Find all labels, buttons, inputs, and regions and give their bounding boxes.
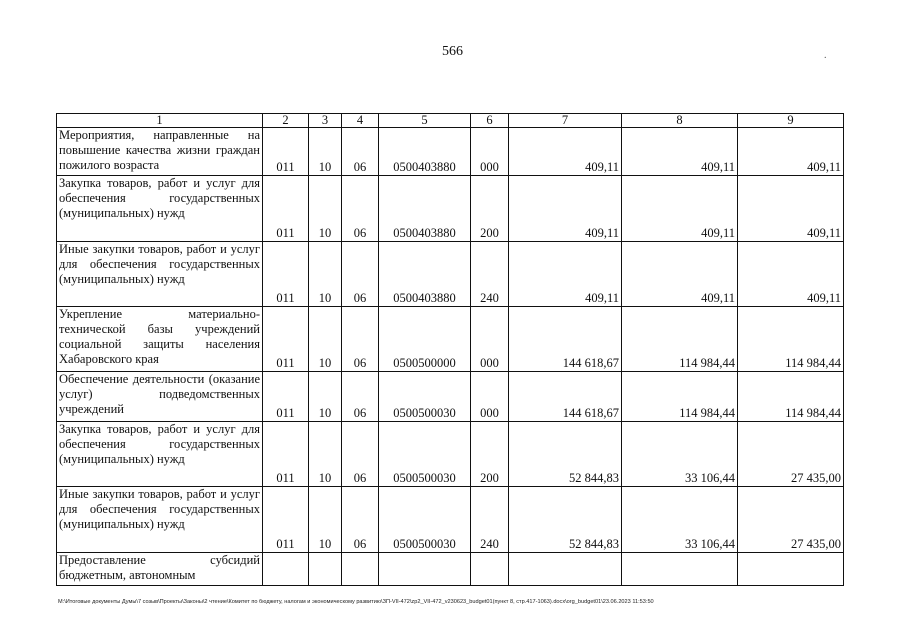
row-name: Закупка товаров, работ и услуг для обеспечения государственных (муниципальных) нужд [57, 176, 263, 242]
cell-section: 10 [309, 422, 342, 487]
cell-target-article: 0500500030 [379, 422, 471, 487]
cell-target-article: 0500403880 [379, 176, 471, 242]
cell-amount-9 [738, 553, 844, 586]
cell-section: 10 [309, 307, 342, 372]
cell-ministry: 011 [263, 307, 309, 372]
cell-subsection: 06 [342, 422, 379, 487]
cell-ministry [263, 553, 309, 586]
cell-ministry: 011 [263, 372, 309, 422]
cell-amount-9: 409,11 [738, 242, 844, 307]
column-number: 7 [509, 114, 622, 128]
cell-section [309, 553, 342, 586]
cell-amount-7 [509, 553, 622, 586]
cell-ministry: 011 [263, 242, 309, 307]
table-row [57, 372, 844, 422]
cell-target-article [379, 553, 471, 586]
table-row [57, 422, 844, 487]
cell-target-article: 0500500030 [379, 487, 471, 553]
cell-expense-type: 000 [471, 307, 509, 372]
cell-section: 10 [309, 176, 342, 242]
document-path-footer: M:\Итоговые документы Думы\7 созыв\Проекты\Законы\2 чтение\Комитет по бюджету, налогам и экономическому развитию\ЗП-VII-472\zp2_VII-472_v230623_budget01(пункт 8, стр.417-1063).docx\org_budget01\23.06.2023 11:53:50 [58, 599, 654, 605]
cell-amount-7: 144 618,67 [509, 372, 622, 422]
cell-expense-type: 200 [471, 176, 509, 242]
row-name: Иные закупки товаров, работ и услуг для обеспечения государственных (муниципальных) нужд [57, 242, 263, 307]
cell-target-article: 0500403880 [379, 242, 471, 307]
column-number: 5 [379, 114, 471, 128]
cell-amount-9: 409,11 [738, 176, 844, 242]
cell-section: 10 [309, 128, 342, 176]
cell-ministry: 011 [263, 487, 309, 553]
table-row [57, 487, 844, 553]
cell-expense-type: 240 [471, 487, 509, 553]
cell-amount-9: 27 435,00 [738, 487, 844, 553]
column-number: 6 [471, 114, 509, 128]
cell-amount-8: 409,11 [622, 242, 738, 307]
budget-table [56, 113, 844, 586]
cell-amount-8: 409,11 [622, 128, 738, 176]
column-number: 2 [263, 114, 309, 128]
column-number: 4 [342, 114, 379, 128]
cell-target-article: 0500403880 [379, 128, 471, 176]
cell-amount-7: 52 844,83 [509, 487, 622, 553]
cell-expense-type [471, 553, 509, 586]
cell-target-article: 0500500000 [379, 307, 471, 372]
cell-section: 10 [309, 372, 342, 422]
cell-target-article: 0500500030 [379, 372, 471, 422]
cell-subsection: 06 [342, 242, 379, 307]
cell-subsection: 06 [342, 487, 379, 553]
cell-amount-7: 144 618,67 [509, 307, 622, 372]
row-name: Закупка товаров, работ и услуг для обеспечения государственных (муниципальных) нужд [57, 422, 263, 487]
cell-expense-type: 000 [471, 128, 509, 176]
cell-subsection [342, 553, 379, 586]
cell-section: 10 [309, 242, 342, 307]
cell-amount-8: 114 984,44 [622, 307, 738, 372]
cell-subsection: 06 [342, 372, 379, 422]
cell-amount-9: 409,11 [738, 128, 844, 176]
column-number: 1 [57, 114, 263, 128]
table-row [57, 553, 844, 586]
cell-amount-8: 114 984,44 [622, 372, 738, 422]
cell-expense-type: 240 [471, 242, 509, 307]
column-number: 9 [738, 114, 844, 128]
page-number: 566 [442, 44, 463, 59]
table-row [57, 128, 844, 176]
row-name: Предоставление субсидий бюджетным, автономным [57, 553, 263, 586]
cell-amount-7: 409,11 [509, 128, 622, 176]
cell-amount-7: 52 844,83 [509, 422, 622, 487]
cell-amount-9: 114 984,44 [738, 307, 844, 372]
row-name: Укрепление материально-технической базы учреждений социальной защиты населения Хабаровского края [57, 307, 263, 372]
cell-amount-7: 409,11 [509, 176, 622, 242]
cell-expense-type: 000 [471, 372, 509, 422]
table-row [57, 307, 844, 372]
scan-mark: . [824, 50, 827, 61]
row-name: Обеспечение деятельности (оказание услуг) подведомственных учреждений [57, 372, 263, 422]
cell-amount-7: 409,11 [509, 242, 622, 307]
cell-section: 10 [309, 487, 342, 553]
cell-ministry: 011 [263, 176, 309, 242]
row-name: Мероприятия, направленные на повышение качества жизни граждан пожилого возраста [57, 128, 263, 176]
cell-amount-9: 114 984,44 [738, 372, 844, 422]
cell-ministry: 011 [263, 128, 309, 176]
cell-subsection: 06 [342, 307, 379, 372]
cell-ministry: 011 [263, 422, 309, 487]
cell-subsection: 06 [342, 128, 379, 176]
cell-subsection: 06 [342, 176, 379, 242]
row-name: Иные закупки товаров, работ и услуг для обеспечения государственных (муниципальных) нужд [57, 487, 263, 553]
column-number: 3 [309, 114, 342, 128]
cell-amount-8: 33 106,44 [622, 487, 738, 553]
cell-expense-type: 200 [471, 422, 509, 487]
column-number: 8 [622, 114, 738, 128]
column-number-row [57, 114, 844, 128]
cell-amount-8: 33 106,44 [622, 422, 738, 487]
cell-amount-8: 409,11 [622, 176, 738, 242]
table-row [57, 176, 844, 242]
cell-amount-9: 27 435,00 [738, 422, 844, 487]
cell-amount-8 [622, 553, 738, 586]
table-row [57, 242, 844, 307]
